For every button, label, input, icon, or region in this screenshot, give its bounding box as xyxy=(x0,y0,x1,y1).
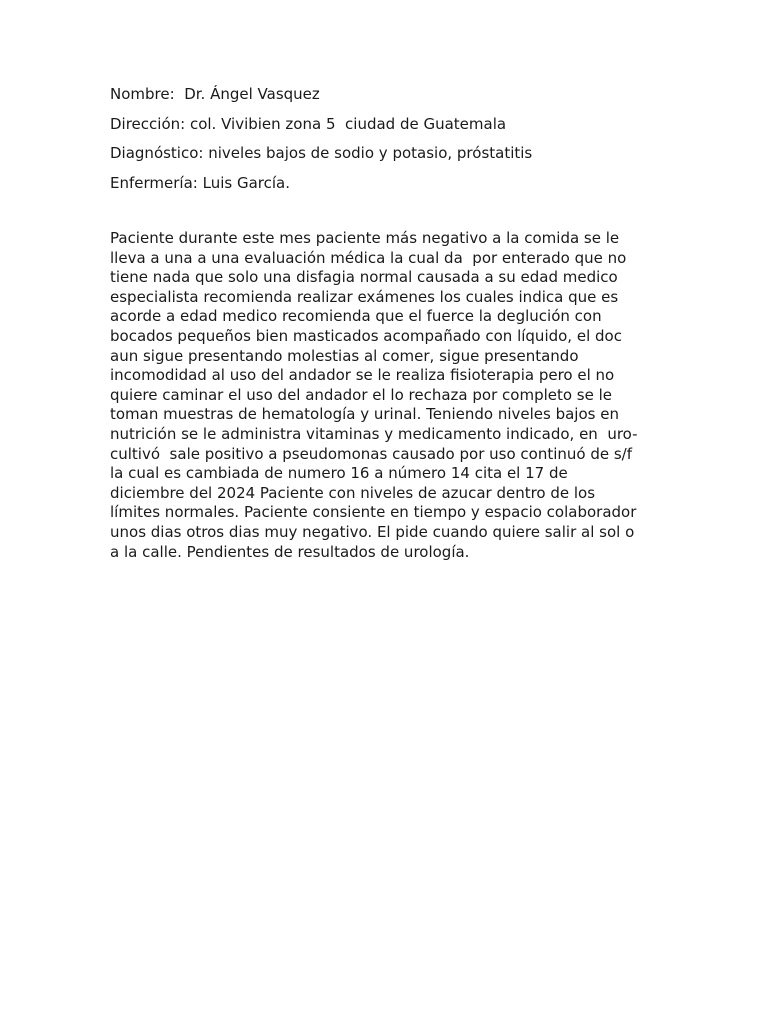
field-enfermeria xyxy=(110,173,658,193)
note-line: Paciente durante este mes paciente más negativo a la comida se le xyxy=(110,229,620,247)
note-line: lleva a una a una evaluación médica la cual da por enterado que no xyxy=(110,248,627,267)
field-value: Dr. Ángel Vasquez xyxy=(184,85,320,103)
note-line: bocados pequeños bien masticados acompañado con líquido, el doc xyxy=(110,326,622,345)
field-label: Enfermería: xyxy=(110,173,198,192)
note-line: cultivó sale positivo a pseudomonas causado por uso continuó de s/f xyxy=(110,444,633,463)
field-value: col. Vivibien zona 5 ciudad de Guatemala xyxy=(189,114,507,133)
section-spacer xyxy=(110,202,658,229)
clinical-note xyxy=(110,229,658,562)
note-line: nutrición se le administra vitaminas y medicamento indicado, en uro- xyxy=(110,424,638,443)
field-value: Luis García. xyxy=(202,173,290,192)
note-line: diciembre del 2024 Paciente con niveles de azucar dentro de los xyxy=(110,483,596,502)
field-nombre xyxy=(110,84,658,104)
note-line: unos dias otros dias muy negativo. El pide cuando quiere salir al sol o xyxy=(110,522,635,541)
note-line: quiere caminar el uso del andador el lo rechaza por completo se le xyxy=(110,385,613,404)
note-line: especialista recomienda realizar exámenes los cuales indica que es xyxy=(110,287,619,306)
note-line: aun sigue presentando molestias al comer, sigue presentando xyxy=(110,346,579,365)
note-line: toman muestras de hematología y urinal. Teniendo niveles bajos en xyxy=(110,405,619,424)
field-label: Nombre: xyxy=(110,85,175,103)
patient-header xyxy=(110,84,658,193)
field-diagnostico xyxy=(110,143,658,163)
field-label: Dirección: xyxy=(110,114,186,133)
field-value: niveles bajos de sodio y potasio, próstatitis xyxy=(208,144,533,162)
note-line: límites normales. Paciente consiente en tiempo y espacio colaborador xyxy=(110,503,637,522)
field-direccion xyxy=(110,114,658,134)
note-line: tiene nada que solo una disfagia normal causada a su edad medico xyxy=(110,268,618,287)
note-line: la cual es cambiada de numero 16 a número 14 cita el 17 de xyxy=(110,464,568,483)
note-line: acorde a edad medico recomienda que el fuerce la deglución con xyxy=(110,307,602,326)
note-line: a la calle. Pendientes de resultados de urología. xyxy=(110,542,470,561)
document-page xyxy=(110,84,658,562)
field-label: Diagnóstico: xyxy=(110,144,204,162)
note-line: incomodidad al uso del andador se le realiza fisioterapia pero el no xyxy=(110,366,615,385)
